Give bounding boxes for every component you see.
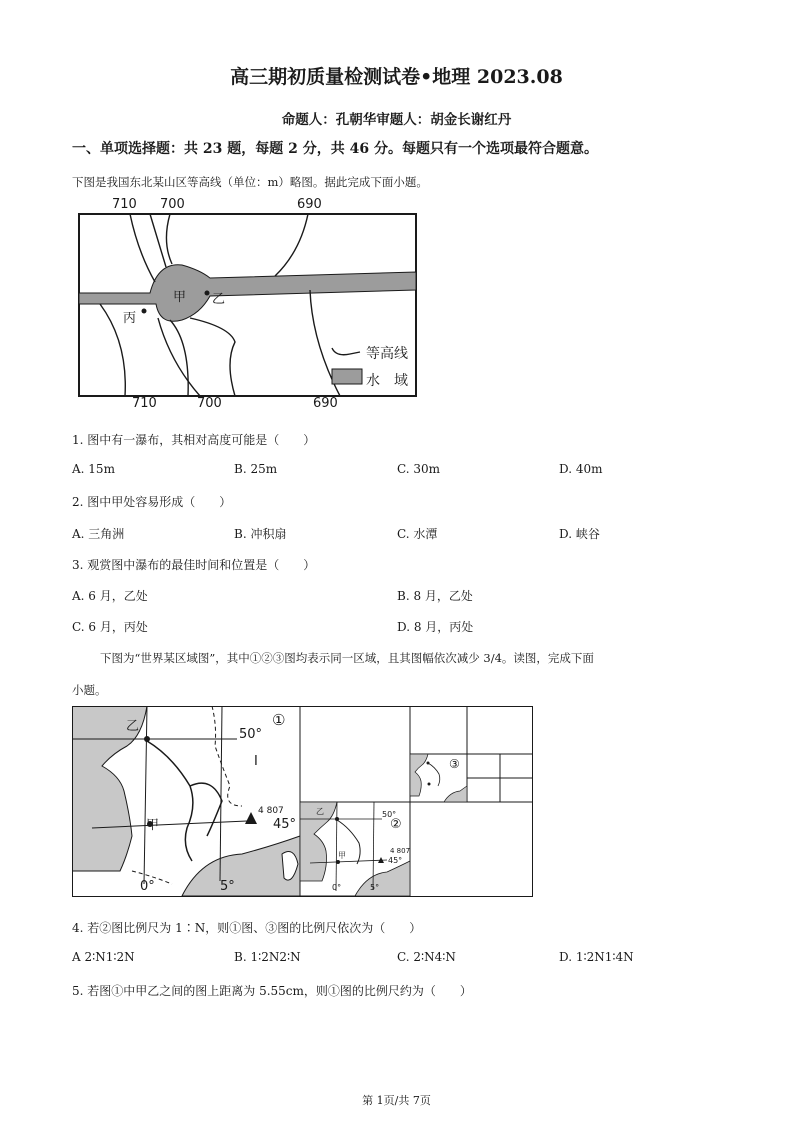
label-top-700: 700 [160, 197, 185, 212]
legend-contour-label: 等高线 [366, 346, 408, 362]
label-roman-one: I [254, 754, 258, 769]
region-map [72, 706, 535, 898]
label-peak: 4 807 [258, 806, 284, 816]
p2-label-yi: 乙 [316, 807, 324, 816]
label-bing: 丙 [123, 311, 137, 326]
marker-1: ① [272, 711, 286, 729]
q3-stem: 3. 观赏图中瀑布的最佳时间和位置是（ ） [72, 558, 316, 572]
map1-intro: 下图是我国东北某山区等高线（单位：m）略图。据此完成下面小题。 [72, 175, 428, 189]
legend-contour-symbol [332, 348, 360, 355]
q2-stem: 2. 图中甲处容易形成（ ） [72, 495, 232, 509]
q2-option-c[interactable]: C. 水潭 [397, 527, 438, 541]
river-branch [190, 783, 222, 836]
p2-label-jia: 甲 [338, 851, 346, 860]
section-heading: 一、单项选择题：共 23 题，每题 2 分，共 46 分。每题只有一个选项最符合题意。 [72, 141, 598, 157]
p2-label-peak: 4 807 [390, 847, 411, 855]
contour-690-top [275, 214, 308, 276]
label-lat-50: 50° [239, 727, 263, 742]
label-yi: 乙 [212, 292, 226, 307]
p2-sea-bottom [355, 861, 410, 896]
peak-icon [245, 812, 257, 824]
q2-option-a[interactable]: A. 三角洲 [72, 527, 125, 541]
q4-option-a[interactable]: A 2∶N1∶2N [72, 950, 135, 964]
marker-2: ② [390, 817, 402, 832]
q4-option-c[interactable]: C. 2∶N4∶N [397, 950, 456, 964]
contour-700-top-b [166, 214, 172, 264]
map-frame [79, 214, 416, 396]
sea-bottom [182, 836, 300, 896]
q1-option-c[interactable]: C. 30m [397, 462, 441, 476]
p2-point-yi [335, 817, 339, 821]
marker-3: ③ [449, 757, 460, 771]
contour-700-bottom-b [170, 320, 188, 396]
q4-stem: 4. 若②图比例尺为 1∶N，则①图、③图的比例尺依次为（ ） [72, 921, 422, 935]
label-jia-map2: 甲 [146, 818, 160, 833]
label-bottom-710: 710 [132, 396, 157, 411]
label-top-710: 710 [112, 197, 137, 212]
map2-intro-line1: 下图为“世界某区域图”，其中①②③图均表示同一区域，且其图幅依次减少 3/4。读图，完成下面 [100, 651, 594, 665]
label-lon-5: 5° [220, 879, 235, 894]
label-top-690: 690 [297, 197, 322, 212]
contour-700-bottom-c [190, 318, 235, 396]
p2-meridian-0 [336, 802, 337, 891]
p2-label-lat-50: 50° [382, 810, 397, 819]
q3-option-c[interactable]: C. 6 月，丙处 [72, 620, 148, 634]
q2-option-d[interactable]: D. 峡谷 [559, 527, 600, 541]
meridian-5 [220, 706, 222, 881]
contour-710-top [130, 214, 155, 282]
q1-option-b[interactable]: B. 25m [234, 462, 278, 476]
point-bing [142, 309, 147, 314]
p3-point-yi [427, 762, 430, 765]
contour-710-bottom [100, 304, 125, 396]
contour-700-bottom-a [158, 318, 200, 396]
q3-option-d[interactable]: D. 8 月，丙处 [397, 620, 474, 634]
point-yi-map2 [144, 736, 150, 742]
authors-line: 命题人：孔朝华审题人：胡金长谢红丹 [281, 112, 512, 128]
p3-sea-left [410, 754, 428, 796]
panel-1 [72, 706, 300, 896]
river-main [147, 741, 193, 861]
p2-label-lon-5: 5° [370, 883, 380, 892]
point-yi [205, 291, 210, 296]
label-lat-45: 45° [273, 817, 297, 832]
q2-option-b[interactable]: B. 冲积扇 [234, 527, 287, 541]
label-lon-0: 0° [140, 879, 155, 894]
q1-stem: 1. 图中有一瀑布，其相对高度可能是（ ） [72, 433, 316, 447]
q3-option-a[interactable]: A. 6 月，乙处 [72, 589, 148, 603]
label-bottom-690: 690 [313, 396, 338, 411]
p2-label-lat-45: 45° [388, 856, 403, 865]
contour-700-top-a [150, 214, 166, 267]
q1-option-a[interactable]: A. 15m [72, 462, 115, 476]
meridian-0 [144, 706, 147, 884]
p3-river [428, 763, 440, 786]
label-jia: 甲 [173, 290, 187, 305]
legend-water-symbol [332, 369, 362, 384]
q4-option-b[interactable]: B. 1∶2N2∶N [234, 950, 301, 964]
p3-sea-bottom [444, 786, 467, 802]
p3-point-jia [428, 783, 431, 786]
q1-option-d[interactable]: D. 40m [559, 462, 603, 476]
q5-stem: 5. 若图①中甲乙之间的图上距离为 5.55cm，则①图的比例尺约为（ ） [72, 984, 472, 998]
page-number: 第 1页/共 7页 [362, 1094, 431, 1107]
page-title: 高三期初质量检测试卷•地理 2023.08 [230, 66, 563, 88]
label-yi-map2: 乙 [126, 719, 140, 734]
q3-option-b[interactable]: B. 8 月，乙处 [397, 589, 473, 603]
p2-label-lon-0: 0° [332, 883, 342, 892]
q4-option-d[interactable]: D. 1∶2N1∶4N [559, 950, 634, 964]
legend-water-label: 水 域 [366, 373, 408, 389]
label-bottom-700: 700 [197, 396, 222, 411]
map2-intro-line2: 小题。 [72, 683, 107, 697]
